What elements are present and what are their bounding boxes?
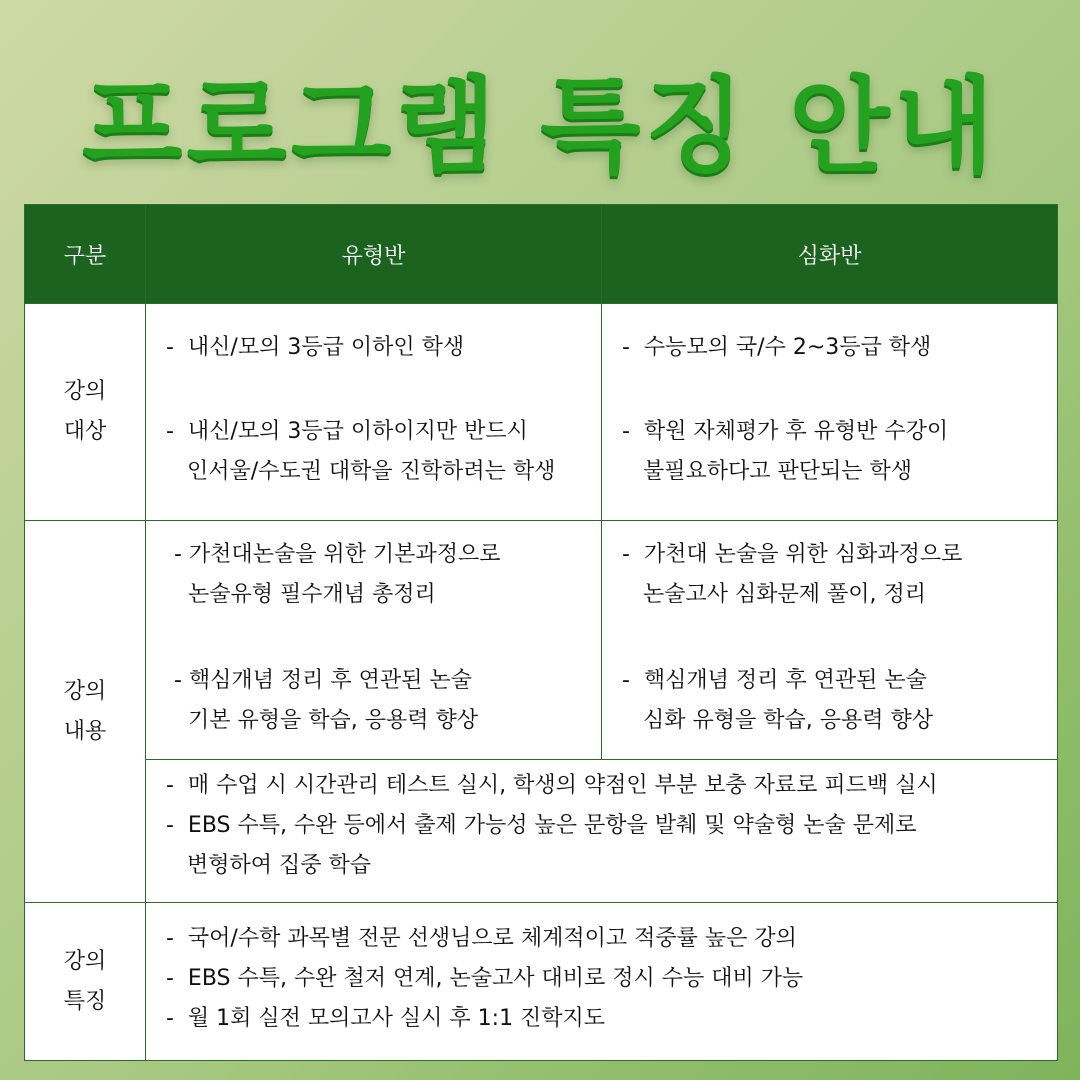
content-advanced-cell: [602, 521, 1058, 760]
row-label-feature: 강의 특징: [25, 903, 146, 1061]
header-advanced-class: 심화반: [602, 205, 1058, 304]
list-item: - 가천대 논술을 위한 심화과정으로 논술고사 심화문제 풀이, 정리: [622, 542, 963, 607]
list-item: - 매 수업 시 시간관리 테스트 실시, 학생의 약점인 부분 보충 자료로 피드백 실시 - EBS 수특, 수완 등에서 출제 가능성 높은 문항을 발췌 및 약술형 논술 문제로 변형하여 집중 학습: [166, 773, 938, 878]
list-item: - 학원 자체평가 후 유형반 수강이 불필요하다고 판단되는 학생: [622, 419, 949, 484]
target-advanced-cell: [602, 304, 1058, 521]
row-label-target: 강의 대상: [25, 304, 146, 521]
header-basic-class: 유형반: [146, 205, 602, 304]
row-label-content: 강의 내용: [25, 521, 146, 903]
list-item: - 가천대논술을 위한 기본과정으로 논술유형 필수개념 총정리: [174, 542, 501, 607]
target-basic-cell: [146, 304, 602, 521]
page-title: 프로그램 특징 안내: [81, 65, 999, 187]
table-row-feature: [25, 903, 1058, 1061]
list-item: - 국어/수학 과목별 전문 선생님으로 체계적이고 적중률 높은 강의 - EBS 수특, 수완 철저 연계, 논술고사 대비로 정시 수능 대비 가능 - 월 1회 실전 모의고사 실시 후 1:1 진학지도: [166, 926, 804, 1031]
list-item: - 핵심개념 정리 후 연관된 논술 심화 유형을 학습, 응용력 향상: [622, 668, 933, 733]
table-row-content-common: [25, 760, 1058, 903]
content-basic-cell: [146, 521, 602, 760]
list-item: - 내신/모의 3등급 이하이지만 반드시 인서울/수도권 대학을 진학하려는 학생: [166, 419, 556, 484]
feature-common-cell: [146, 903, 1058, 1061]
table-row-content: [25, 521, 1058, 760]
content-common-cell: [146, 760, 1058, 903]
list-item: - 핵심개념 정리 후 연관된 논술 기본 유형을 학습, 응용력 향상: [174, 668, 478, 733]
list-item: - 수능모의 국/수 2~3등급 학생: [622, 335, 932, 360]
table-row-target: [25, 304, 1058, 521]
program-features-table: [24, 204, 1058, 1061]
header-category: 구분: [25, 205, 146, 304]
table-header-row: [25, 205, 1058, 304]
list-item: - 내신/모의 3등급 이하인 학생: [166, 335, 465, 360]
